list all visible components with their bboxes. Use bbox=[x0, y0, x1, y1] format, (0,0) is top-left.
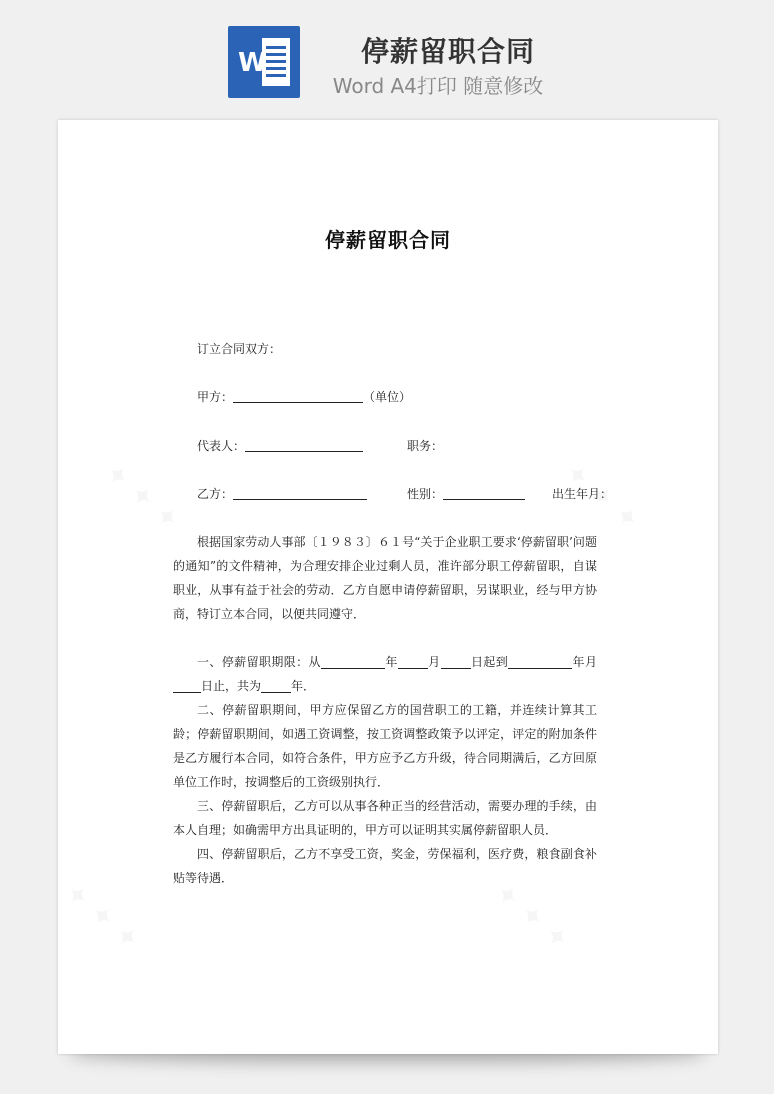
gender-blank[interactable] bbox=[443, 487, 525, 500]
party-b-label: 乙方： bbox=[197, 487, 234, 501]
watermark bbox=[58, 876, 147, 958]
representative-label: 代表人： bbox=[197, 439, 246, 453]
party-a-suffix: （单位） bbox=[363, 390, 412, 404]
representative-row bbox=[197, 438, 363, 454]
contract-body bbox=[173, 530, 597, 890]
end-month-blank[interactable] bbox=[173, 679, 201, 693]
clause-1: 一、停薪留职期限：从 年 月 日起到 年月日止，共为 年． bbox=[173, 650, 597, 698]
parties-label: 订立合同双方： bbox=[197, 342, 282, 356]
clause-2: 二、停薪留职期间，甲方应保留乙方的国营职工的工籍，并连续计算其工龄；停薪留职期间，如遇工资调整，按工资调整政策予以评定，评定的附加条件是乙方履行本合同，如符合条件，甲方应予乙方升级，待合同期满后，乙方回原单位工作时，按调整后的工资级别执行． bbox=[173, 703, 597, 789]
header-banner bbox=[0, 0, 774, 110]
word-icon bbox=[228, 26, 300, 98]
gender-label: 性别： bbox=[407, 487, 444, 501]
representative-blank[interactable] bbox=[245, 439, 363, 452]
start-year-blank[interactable] bbox=[321, 655, 385, 669]
start-month-blank[interactable] bbox=[398, 655, 428, 669]
party-a-row bbox=[197, 389, 411, 405]
start-day-blank[interactable] bbox=[441, 655, 471, 669]
party-a-label: 甲方： bbox=[197, 390, 234, 404]
party-b-blank[interactable] bbox=[233, 487, 367, 500]
end-year-blank[interactable] bbox=[508, 655, 572, 669]
gender-row bbox=[407, 486, 525, 502]
party-a-blank[interactable] bbox=[233, 390, 363, 403]
party-b-row bbox=[197, 486, 367, 502]
clause-3: 三、停薪留职后，乙方可以从事各种正当的经营活动，需要办理的手续，由本人自理；如确需甲方出具证明的，甲方可以证明其实属停薪留职人员． bbox=[173, 799, 597, 837]
clause-4: 四、停薪留职后，乙方不享受工资，奖金，劳保福利，医疗费，粮食副食补贴等待遇． bbox=[173, 847, 597, 885]
document-title: 停薪留职合同 bbox=[325, 228, 451, 252]
preamble: 根据国家劳动人事部〔１９８３〕６１号“关于企业职工要求‘停薪留职’问题的通知”的文件精神，为合理安排企业过剩人员，准许部分职工停薪留职，自谋职业，从事有益于社会的劳动．乙方自愿申请停薪留职，另谋职业，经与甲方协商，特订立本合同，以便共同遵守． bbox=[173, 535, 597, 621]
birth-label: 出生年月： bbox=[552, 487, 613, 501]
position-label: 职务： bbox=[407, 439, 444, 453]
header-subtitle: Word A4打印 随意修改 bbox=[332, 74, 544, 98]
document-page bbox=[58, 120, 718, 1054]
watermark bbox=[98, 456, 187, 538]
total-years-blank[interactable] bbox=[261, 679, 291, 693]
word-letter: W bbox=[238, 48, 267, 78]
header-title: 停薪留职合同 bbox=[360, 35, 535, 68]
